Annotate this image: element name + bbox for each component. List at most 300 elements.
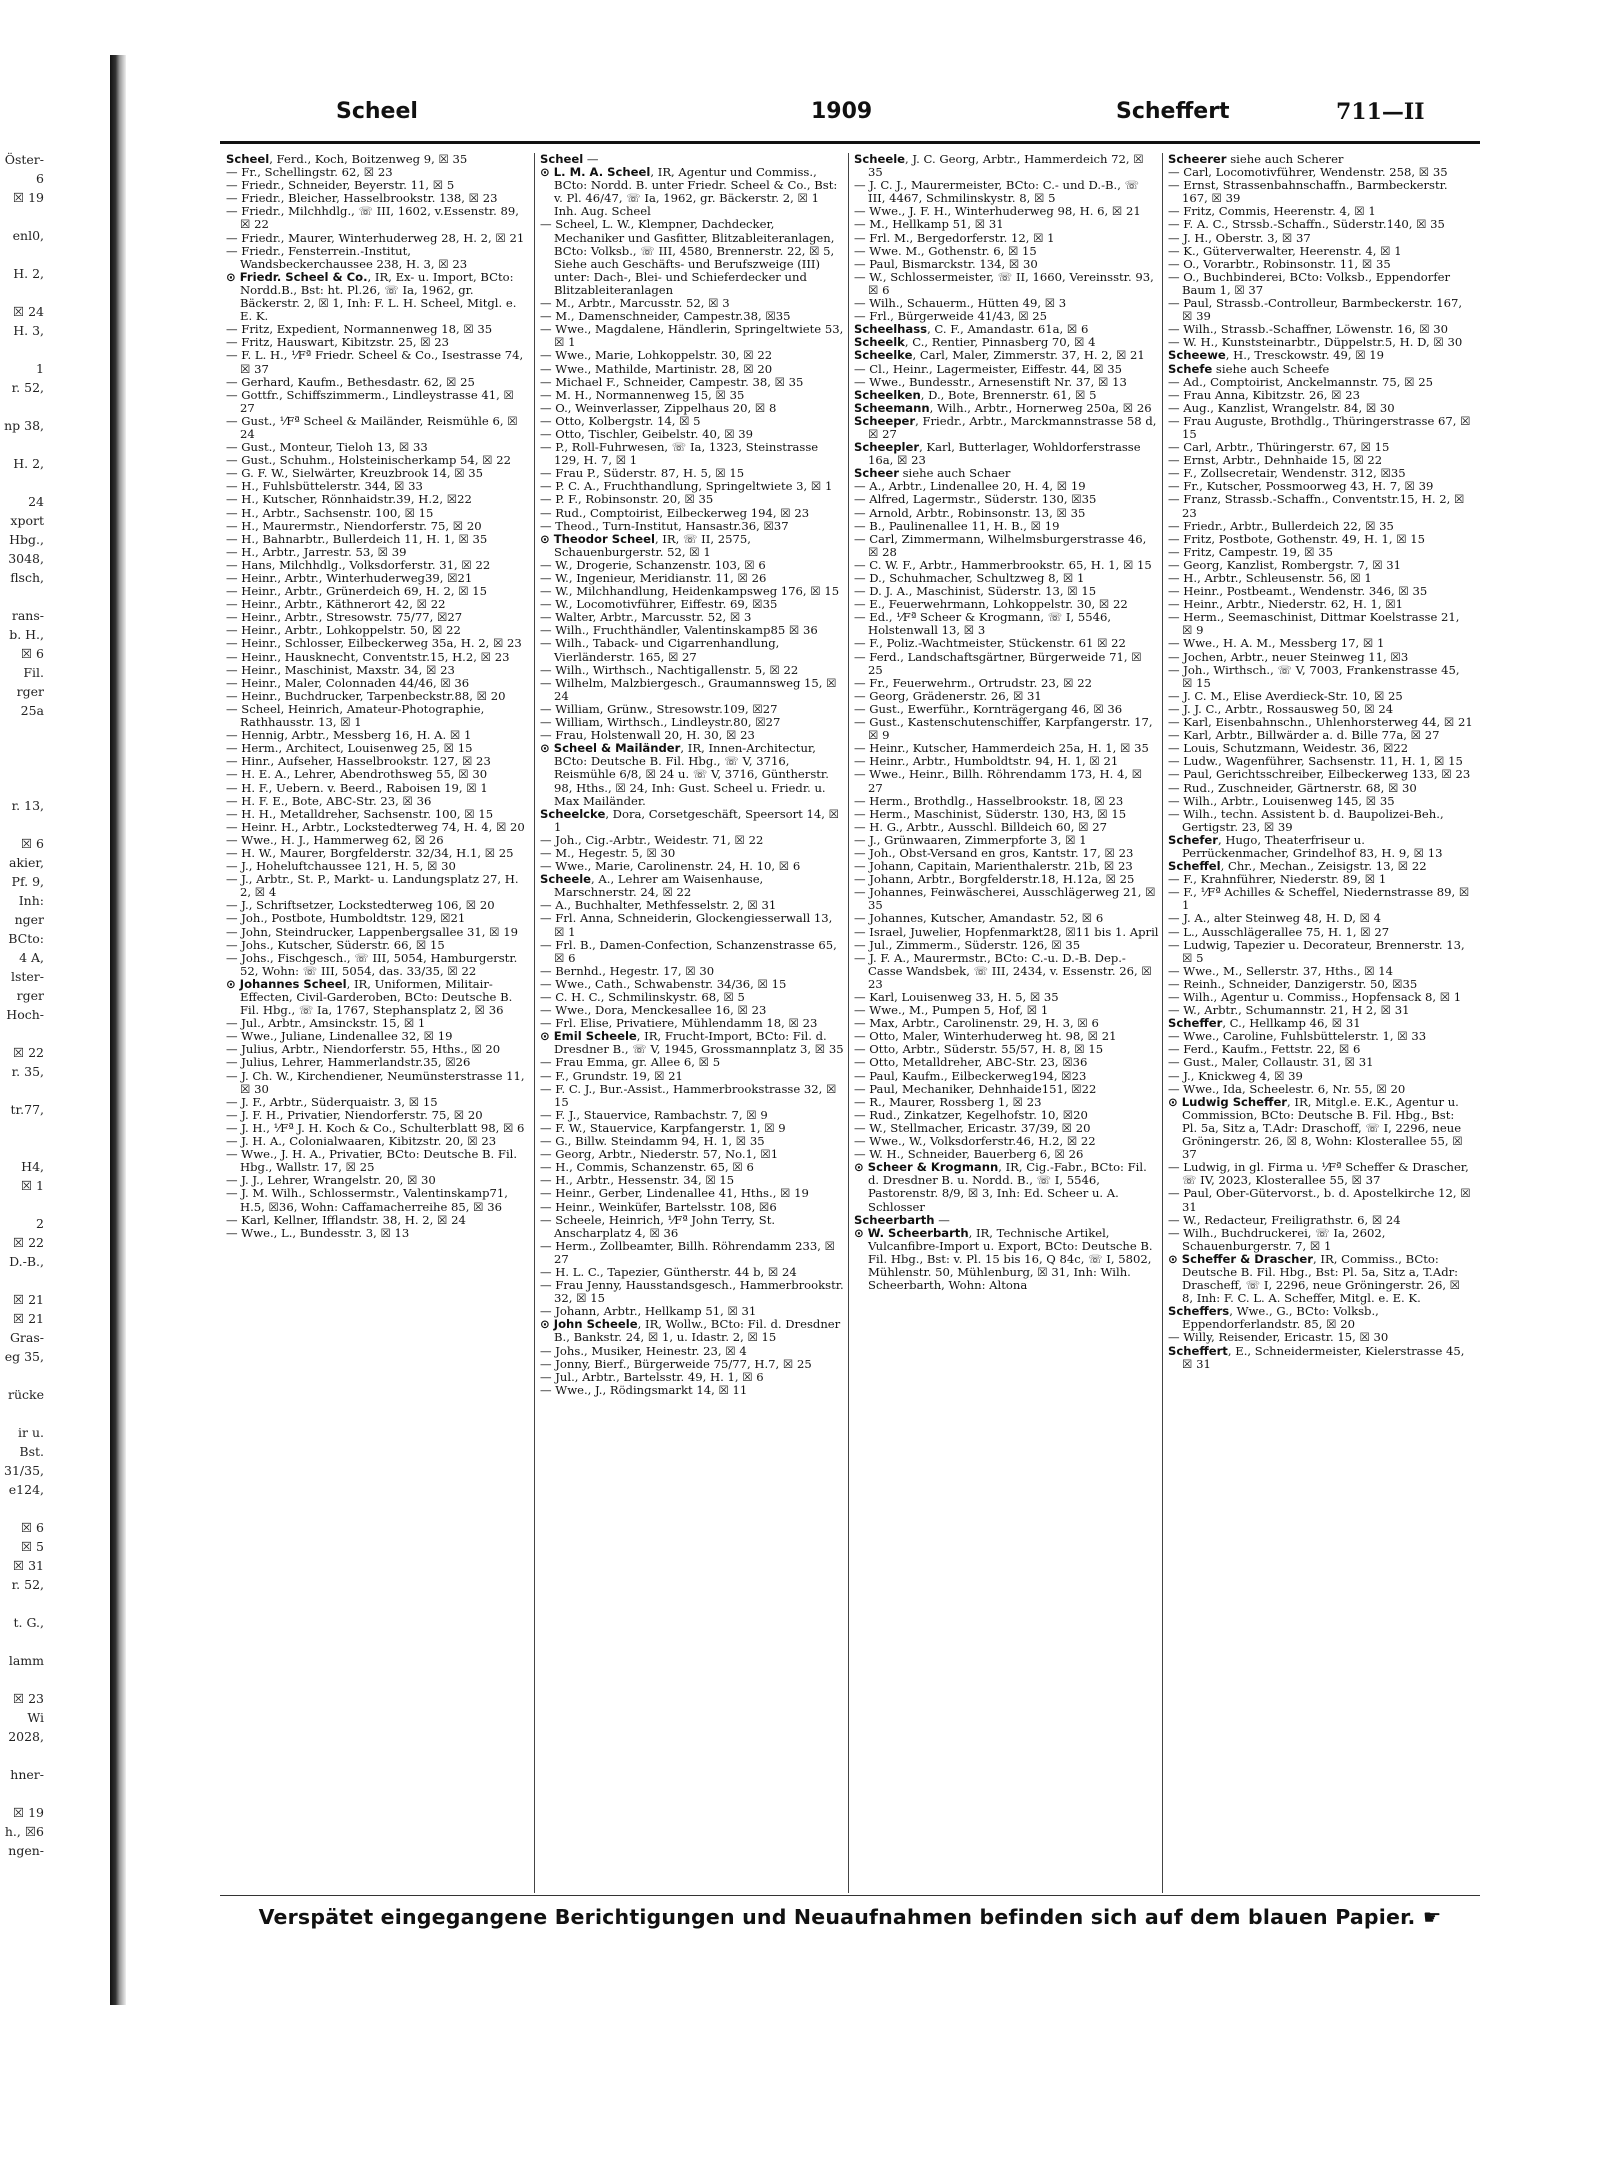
fragment-line: Fil.: [23, 665, 44, 680]
fragment-line: H. 2,: [13, 266, 44, 281]
directory-entry: — Herm., Maschinist, Süderstr. 130, H3, ☒ 15: [854, 806, 1127, 821]
directory-entry: — H., Arbtr., Schleusenstr. 56, ☒ 1: [1168, 571, 1372, 585]
fragment-line: [0, 283, 44, 302]
directory-entry: — W., Arbtr., Schumannstr. 21, H 2, ☒ 31: [1168, 1003, 1410, 1018]
directory-entry: — D., Schuhmacher, Schultzweg 8, ☒ 1: [854, 571, 1085, 585]
directory-entry: — C. H. C., Schmilinskystr. 68, ☒ 5: [540, 990, 745, 1004]
fragment-line: b. H.,: [9, 627, 44, 642]
directory-entry: — Karl, Kellner, Ifflandstr. 38, H. 2, ☒ 24: [226, 1212, 466, 1227]
directory-entry: — Frau Jenny, Hausstandsgesch., Hammerbrookstr. 32, ☒ 15: [540, 1278, 844, 1306]
fragment-line: ☒ 22: [12, 1045, 44, 1060]
directory-entry: — Herm., Seemaschinist, Dittmar Koelstrasse 21, ☒ 9: [1168, 610, 1460, 638]
directory-entry: — Johann, Capitain, Marienthalerstr. 21b, ☒ 23: [854, 859, 1133, 874]
directory-entry: — Johann, Arbtr., Borgfelderstr.18, H.12a, ☒ 25: [854, 872, 1135, 887]
directory-entry: Scheffers, Wwe., G., BCto: Volksb., Eppendorferlandstr. 85, ☒ 20: [1168, 1304, 1379, 1332]
directory-entry: — H. F., Uebern. v. Beerd., Raboisen 19, ☒ 1: [226, 780, 488, 795]
directory-entry: — Franz, Strassb.-Schaffn., Conventstr.15, H. 2, ☒ 23: [1168, 492, 1465, 520]
header-left-keyword: Scheel: [336, 99, 418, 124]
column-divider: [1162, 153, 1163, 1893]
directory-entry: Scheelhass, C. F., Amandastr. 61a, ☒ 6: [854, 322, 1089, 337]
fragment-line: eg 35,: [4, 1349, 44, 1364]
fragment-line: [0, 1746, 44, 1765]
directory-entry: — C. W. F., Arbtr., Hammerbrookstr. 65, H. 1, ☒ 15: [854, 557, 1152, 572]
fragment-line: xport: [10, 513, 44, 528]
directory-entry: — Wwe., Marie, Carolinenstr. 24, H. 10, ☒ 6: [540, 859, 801, 874]
fragment-line: flsch,: [10, 570, 44, 585]
directory-entry: — H. F. E., Bote, ABC-Str. 23, ☒ 36: [226, 793, 432, 808]
directory-entry: — Cl., Heinr., Lagermeister, Eiffestr. 44, ☒ 35: [854, 361, 1122, 376]
directory-entry: — Michael F., Schneider, Campestr. 38, ☒ 35: [540, 374, 804, 389]
directory-entry: Scheepler, Karl, Butterlager, Wohldorferstrasse 16a, ☒ 23: [854, 440, 1141, 468]
directory-entry: — Heinr., Arbtr., Winterhuderweg39, ☒21: [226, 571, 473, 585]
directory-entry: — F. W., Stauervice, Karpfangerstr. 1, ☒ 9: [540, 1120, 786, 1135]
directory-entry: Scheelken, D., Bote, Brennerstr. 61, ☒ 5: [854, 387, 1097, 402]
directory-entry: — Rud., Comptoirist, Eilbeckerweg 194, ☒ 23: [540, 505, 810, 520]
directory-entry: — W., Locomotivführer, Eiffestr. 69, ☒35: [540, 597, 778, 612]
directory-entry: — L., Ausschlägerallee 75, H. 1, ☒ 27: [1168, 924, 1390, 939]
directory-entry: — Gust., Maler, Collaustr. 31, ☒ 31: [1168, 1055, 1374, 1070]
directory-entry: — Wwe., Mathilde, Martinistr. 28, ☒ 20: [540, 361, 773, 376]
header-page-number: 711—II: [1336, 99, 1425, 125]
directory-entry: — Friedr., Milchhdlg., ☏ III, 1602, v.Essenstr. 89, ☒ 22: [226, 204, 519, 232]
directory-entry: Scheffer, C., Hellkamp 46, ☒ 31: [1168, 1016, 1361, 1031]
directory-entry: Scheelke, Carl, Maler, Zimmerstr. 37, H. 2, ☒ 21: [854, 348, 1145, 363]
directory-entry: — A., Buchhalter, Methfesselstr. 2, ☒ 31: [540, 898, 777, 913]
directory-entry: — Heinr., Gerber, Lindenallee 41, Hths., ☒ 19: [540, 1186, 809, 1201]
directory-entry: — H. G., Arbtr., Ausschl. Billdeich 60, ☒ 27: [854, 819, 1107, 834]
fragment-line: ☒ 21: [12, 1311, 44, 1326]
adjacent-page-fragment: [0, 150, 110, 2000]
directory-entry: — Wwe., Caroline, Fuhlsbüttelerstr. 1, ☒ 33: [1168, 1029, 1427, 1044]
directory-entry: Scheer siehe auch Schaer: [854, 466, 1011, 481]
directory-entry: ⊙ Emil Scheele, IR, Frucht-Import, BCto: Fil. d. Dresdner B., ☏ V, 1945, Grossmannplatz 3, ☒ 35: [540, 1029, 844, 1057]
directory-entry: ⊙ Johannes Scheel, IR, Uniformen, Militair-Effecten, Civil-Garderoben, BCto: Deutsche B. Fil. Hbg., ☏ Ia, 1767, Stephansplatz 2, ☒ 36: [226, 976, 513, 1018]
fragment-line: 2028,: [8, 1729, 44, 1744]
directory-entry: — Jul., Arbtr., Bartelsstr. 49, H. 1, ☒ 6: [540, 1369, 764, 1384]
directory-entry: — J. H., ⅟Fª J. H. Koch & Co., Schulterblatt 98, ☒ 6: [226, 1120, 525, 1135]
directory-entry: — W. H., Kunststeinarbtr., Düppelstr.5, H. D, ☒ 30: [1168, 335, 1463, 350]
fragment-line: ☒ 22: [12, 1235, 44, 1250]
directory-entry: — Arnold, Arbtr., Robinsonstr. 13, ☒ 35: [854, 505, 1086, 520]
fragment-line: [0, 1138, 44, 1157]
directory-entry: — J. F. H., Privatier, Niendorferstr. 75, ☒ 20: [226, 1107, 483, 1122]
fragment-line: ☒ 31: [12, 1558, 44, 1573]
directory-entry: — Ernst, Strassenbahnschaffn., Barmbeckerstr. 167, ☒ 39: [1168, 178, 1448, 206]
fragment-line: rans-: [11, 608, 44, 623]
directory-entry: — H., Commis, Schanzenstr. 65, ☒ 6: [540, 1160, 754, 1175]
directory-entry: — Paul, Strassb.-Controlleur, Barmbeckerstr. 167, ☒ 39: [1168, 296, 1463, 324]
directory-entry: — Julius, Lehrer, Hammerlandstr.35, ☒26: [226, 1055, 471, 1070]
fragment-line: 3048,: [8, 551, 44, 566]
fragment-line: ☒ 6: [20, 646, 44, 661]
directory-entry: Scheel, Ferd., Koch, Boitzenweg 9, ☒ 35: [226, 153, 468, 166]
directory-entry: — F. A. C., Strssb.-Schaffn., Süderstr.140, ☒ 35: [1168, 217, 1445, 232]
directory-entry: — W., Redacteur, Freiligrathstr. 6, ☒ 24: [1168, 1212, 1401, 1227]
directory-entry: — Fritz, Postbote, Gothenstr. 49, H. 1, ☒ 15: [1168, 531, 1426, 546]
directory-entry: — Rud., Zuschneider, Gärtnerstr. 68, ☒ 30: [1168, 780, 1417, 795]
fragment-line: Öster-: [4, 152, 44, 167]
directory-entry: — Theod., Turn-Institut, Hansastr.36, ☒37: [540, 518, 789, 533]
directory-entry: — J. M. Wilh., Schlossermstr., Valentinskamp71, H.5, ☒36, Wohn: Caffamacherreihe 85, ☒ 36: [226, 1186, 508, 1214]
directory-entry: — J. J. C., Arbtr., Rossausweg 50, ☒ 24: [1168, 701, 1394, 716]
directory-entry: Scheerer siehe auch Scherer: [1168, 153, 1344, 166]
fragment-line: akier,: [9, 855, 44, 870]
directory-entry: — Johann, Arbtr., Hellkamp 51, ☒ 31: [540, 1304, 757, 1319]
directory-entry: — Wwe. M., Gothenstr. 6, ☒ 15: [854, 243, 1037, 258]
fragment-line: ☒ 19: [12, 1805, 44, 1820]
fragment-line: r. 35,: [11, 1064, 44, 1079]
directory-entry: — J., Hoheluftchaussee 121, H. 5, ☒ 30: [226, 859, 456, 874]
fragment-line: enl0,: [12, 228, 44, 243]
fragment-line: ☒ 24: [12, 304, 44, 319]
directory-entry: — Wwe., Heinr., Billh. Röhrendamm 173, H. 4, ☒ 27: [854, 767, 1143, 795]
directory-entry: — Wwe., Bundesstr., Arnesenstift Nr. 37, ☒ 13: [854, 374, 1127, 389]
directory-entry: — Fritz, Commis, Heerenstr. 4, ☒ 1: [1168, 204, 1376, 219]
directory-entry: — Willy, Reisender, Ericastr. 15, ☒ 30: [1168, 1330, 1389, 1345]
directory-entry: — Georg, Kanzlist, Rombergstr. 7, ☒ 31: [1168, 557, 1402, 572]
directory-entry: — Wilh., techn. Assistent b. d. Baupolizei-Beh., Gertigstr. 23, ☒ 39: [1168, 806, 1444, 834]
fragment-line: [0, 473, 44, 492]
directory-entry: — E., Feuerwehrmann, Lohkoppelstr. 30, ☒ 22: [854, 597, 1128, 612]
directory-entry: — Gust., Schuhm., Holsteinischerkamp 54, ☒ 22: [226, 453, 512, 468]
directory-entry: — Walter, Arbtr., Marcusstr. 52, ☒ 3: [540, 610, 752, 625]
directory-entry: — Otto, Maler, Winterhuderweg ht. 98, ☒ 21: [854, 1029, 1117, 1044]
directory-entry: — J., Arbtr., St. P., Markt- u. Landungsplatz 27, H. 2, ☒ 4: [226, 872, 519, 900]
fragment-line: lamm: [8, 1653, 44, 1668]
directory-entry: — Heinr., Buchdrucker, Tarpenbeckstr.88, ☒ 20: [226, 688, 506, 703]
directory-entry: — H. L. C., Tapezier, Güntherstr. 44 b, ☒ 24: [540, 1264, 797, 1279]
directory-entry: — Heinr., Weinküfer, Bartelsstr. 108, ☒6: [540, 1199, 777, 1214]
directory-entry: — Fr., Kutscher, Possmoorweg 43, H. 7, ☒ 39: [1168, 479, 1434, 494]
directory-entry: — W. H., Schneider, Bauerberg 6, ☒ 26: [854, 1147, 1084, 1162]
directory-entry: — Fr., Feuerwehrm., Ortrudstr. 23, ☒ 22: [854, 675, 1092, 690]
directory-entry: — Fritz, Hauswart, Kibitzstr. 25, ☒ 23: [226, 335, 450, 350]
directory-entry: — F. J., Stauervice, Rambachstr. 7, ☒ 9: [540, 1107, 768, 1122]
fragment-line: ☒ 5: [20, 1539, 44, 1554]
directory-entry: — Joh., Postbote, Humboldtstr. 129, ☒21: [226, 911, 466, 926]
directory-entry: — W., Ingenieur, Meridianstr. 11, ☒ 26: [540, 571, 767, 585]
directory-entry: — Heinr. H., Arbtr., Lockstedterweg 74, H. 4, ☒ 20: [226, 819, 525, 834]
directory-entry: — Frau Emma, gr. Allee 6, ☒ 5: [540, 1055, 721, 1070]
fragment-line: nger: [14, 912, 44, 927]
directory-entry: — Paul, Gerichtsschreiber, Eilbeckerweg 133, ☒ 23: [1168, 767, 1471, 782]
directory-entry: — J. C. M., Elise Averdieck-Str. 10, ☒ 25: [1168, 688, 1403, 703]
directory-entry: — Frau P., Süderstr. 87, H. 5, ☒ 15: [540, 466, 745, 481]
fragment-line: ir u.: [18, 1425, 44, 1440]
page-header: [226, 99, 1466, 143]
footer-notice: Verspätet eingegangene Berichtigungen und Neuaufnahmen befinden sich auf dem blauen Papier. ☛: [258, 1905, 1442, 1929]
directory-entry: — Frau Anna, Kibitzstr. 26, ☒ 23: [1168, 387, 1360, 402]
directory-entry: — J. A., alter Steinweg 48, H. D, ☒ 4: [1168, 911, 1382, 926]
directory-entry: — F. L. H., ⅟Fª Friedr. Scheel & Co., Isestrasse 74, ☒ 37: [226, 348, 524, 376]
directory-entry: Scheemann, Wilh., Arbtr., Hornerweg 250a, ☒ 26: [854, 400, 1152, 415]
directory-entry: — Carl, Zimmermann, Wilhelmsburgerstrasse 46, ☒ 28: [854, 531, 1147, 559]
directory-entry: — Julius, Arbtr., Niendorferstr. 55, Hths., ☒ 20: [226, 1042, 501, 1057]
fragment-line: [0, 1499, 44, 1518]
directory-entry: — Wwe., L., Bundesstr. 3, ☒ 13: [226, 1225, 410, 1240]
directory-entry: — F., Zollsecretair, Wendenstr. 312, ☒35: [1168, 466, 1406, 481]
directory-entry: — Frl. M., Bergedorferstr. 12, ☒ 1: [854, 230, 1055, 245]
fragment-line: [0, 1404, 44, 1423]
directory-entry: — Wwe., Juliane, Lindenallee 32, ☒ 19: [226, 1029, 453, 1044]
directory-entry: — Hans, Milchhdlg., Volksdorferstr. 31, ☒ 22: [226, 557, 491, 572]
fragment-line: [0, 1195, 44, 1214]
fragment-line: [0, 397, 44, 416]
directory-entry: — P. C. A., Fruchthandlung, Springeltwiete 3, ☒ 1: [540, 479, 833, 494]
directory-entry: — Wilh., Strassb.-Schaffner, Löwenstr. 16, ☒ 30: [1168, 322, 1449, 337]
directory-entry: Scheewe, H., Tresckowstr. 49, ☒ 19: [1168, 348, 1385, 363]
fragment-line: H. 3,: [13, 323, 44, 338]
directory-entry: — G. F. W., Sielwärter, Kreuzbrook 14, ☒ 35: [226, 466, 484, 481]
directory-entry: — Heinr., Arbtr., Lohkoppelstr. 50, ☒ 22: [226, 623, 461, 638]
fragment-line: hner-: [10, 1767, 44, 1782]
fragment-line: 31/35,: [4, 1463, 44, 1478]
directory-entry: — Frau Auguste, Brothdlg., Thüringerstrasse 67, ☒ 15: [1168, 413, 1471, 441]
directory-entry: — H., Arbtr., Sachsenstr. 100, ☒ 15: [226, 505, 434, 520]
fragment-line: ☒ 19: [12, 190, 44, 205]
directory-entry: — Gust., Ewerführ., Kornträgergang 46, ☒ 36: [854, 701, 1123, 716]
directory-entry: — H. W., Maurer, Borgfelderstr. 32/34, H.1, ☒ 25: [226, 845, 514, 860]
directory-entry: — Otto, Arbtr., Süderstr. 55/57, H. 8, ☒ 15: [854, 1042, 1104, 1057]
directory-entry: — Ed., ⅟Fª Scheer & Krogmann, ☏ I, 5546, Holstenwall 13, ☒ 3: [854, 610, 1112, 638]
directory-entry: — Wwe., M., Pumpen 5, Hof, ☒ 1: [854, 1003, 1049, 1018]
directory-entry: — Fritz, Campestr. 19, ☒ 35: [1168, 544, 1333, 559]
directory-entry: ⊙ John Scheele, IR, Wollw., BCto: Fil. d. Dresdner B., Bankstr. 24, ☒ 1, u. Idastr. 2, ☒ 15: [540, 1317, 841, 1345]
directory-entry: — Heinr., Arbtr., Käthnerort 42, ☒ 22: [226, 597, 446, 612]
fragment-line: [0, 815, 44, 834]
directory-entry: — Wwe., J., Rödingsmarkt 14, ☒ 11: [540, 1382, 748, 1397]
fragment-line: 2: [36, 1216, 44, 1231]
directory-entry: — Rud., Zinkatzer, Kegelhofstr. 10, ☒20: [854, 1107, 1088, 1122]
directory-entry: — Otto, Tischler, Geibelstr. 40, ☒ 39: [540, 426, 754, 441]
fragment-line: [0, 587, 44, 606]
column-4: [1168, 153, 1473, 1893]
directory-entry: — H., Fuhlsbüttelerstr. 344, ☒ 33: [226, 479, 423, 494]
directory-entry: — Wilh., Fruchthändler, Valentinskamp85 ☒ 36: [540, 623, 818, 638]
fragment-line: ☒ 1: [20, 1178, 44, 1193]
directory-entry: Schefer, Hugo, Theaterfriseur u. Perrückenmacher, Grindelhof 83, H. 9, ☒ 13: [1168, 832, 1443, 860]
directory-entry: — Gottfr., Schiffszimmerm., Lindleystrasse 41, ☒ 27: [226, 387, 514, 415]
directory-entry: — Max, Arbtr., Carolinenstr. 29, H. 3, ☒ 6: [854, 1016, 1099, 1031]
fragment-line: r. 13,: [11, 798, 44, 813]
directory-entry: — Johs., Kutscher, Süderstr. 66, ☒ 15: [226, 937, 445, 952]
directory-entry: — H., Arbtr., Jarrestr. 53, ☒ 39: [226, 544, 407, 559]
fragment-line: h., ☒6: [4, 1824, 44, 1839]
fragment-line: Gras-: [9, 1330, 44, 1345]
directory-entry: Scheelk, C., Rentier, Pinnasberg 70, ☒ 4: [854, 335, 1096, 350]
directory-entry: — Heinr., Maler, Colonnaden 44/46, ☒ 36: [226, 675, 470, 690]
directory-entry: Scheele, J. C. Georg, Arbtr., Hammerdeich 72, ☒ 35: [854, 153, 1144, 180]
directory-entry: — Paul, Kaufm., Eilbeckerweg194, ☒23: [854, 1068, 1087, 1083]
directory-entry: — D. J. A., Maschinist, Süderstr. 13, ☒ 15: [854, 584, 1097, 599]
directory-entry: — Wwe., H. A. M., Messberg 17, ☒ 1: [1168, 636, 1385, 651]
fragment-line: [0, 1594, 44, 1613]
fragment-line: ☒ 6: [20, 836, 44, 851]
directory-entry: — Reinh., Schneider, Danzigerstr. 50, ☒35: [1168, 976, 1418, 991]
fragment-line: r. 52,: [11, 1577, 44, 1592]
directory-entry: — Heinr., Hausknecht, Conventstr.15, H.2, ☒ 23: [226, 649, 510, 664]
fragment-line: [0, 245, 44, 264]
directory-entry: Scheele, A., Lehrer am Waisenhause, Marschnerstr. 24, ☒ 22: [540, 872, 764, 900]
directory-entry: Scheel —: [540, 153, 599, 166]
directory-entry: — Karl, Eisenbahnschn., Uhlenhorsterweg 44, ☒ 21: [1168, 715, 1473, 730]
directory-entry: — Paul, Mechaniker, Dehnhaide151, ☒22: [854, 1081, 1097, 1096]
directory-entry: — Wwe., J. F. H., Winterhuderweg 98, H. 6, ☒ 21: [854, 204, 1141, 219]
directory-entry: — O., Vorarbtr., Robinsonstr. 11, ☒ 35: [1168, 256, 1391, 271]
fragment-line: 24: [28, 494, 44, 509]
directory-entry: — W., Drogerie, Schanzenstr. 103, ☒ 6: [540, 557, 766, 572]
directory-entry: — P., Roll-Fuhrwesen, ☏ Ia, 1323, Steinstrasse 129, H. 7, ☒ 1: [540, 440, 819, 468]
fragment-line: [0, 1632, 44, 1651]
directory-entry: Scheffert, E., Schneidermeister, Kielerstrasse 45, ☒ 31: [1168, 1343, 1465, 1371]
fragment-line: Bst.: [19, 1444, 44, 1459]
directory-entry: — Jul., Arbtr., Amsinckstr. 15, ☒ 1: [226, 1016, 426, 1031]
directory-entry: — J. H., Oberstr. 3, ☒ 37: [1168, 230, 1311, 245]
directory-entry: — Fritz, Expedient, Normannenweg 18, ☒ 35: [226, 322, 493, 337]
directory-entry: — Heinr., Postbeamt., Wendenstr. 346, ☒ 35: [1168, 584, 1428, 599]
directory-entry: — John, Steindrucker, Lappenbergsallee 31, ☒ 19: [226, 924, 518, 939]
fragment-line: BCto:: [8, 931, 44, 946]
directory-entry: — F., Krahnführer, Niederstr. 89, ☒ 1: [1168, 872, 1387, 887]
directory-entry: — Friedr., Schneider, Beyerstr. 11, ☒ 5: [226, 178, 455, 193]
fragment-line: 1: [36, 361, 44, 376]
directory-entry: — F., Poliz.-Wachtmeister, Stückenstr. 61 ☒ 22: [854, 636, 1126, 651]
directory-entry: — M. H., Normannenweg 15, ☒ 35: [540, 387, 745, 402]
fragment-line: [0, 1119, 44, 1138]
column-divider: [534, 153, 535, 1893]
directory-entry: — Jonny, Bierf., Bürgerweide 75/77, H.7, ☒ 25: [540, 1356, 812, 1371]
fragment-line: lster-: [10, 969, 44, 984]
fragment-line: ☒ 21: [12, 1292, 44, 1307]
directory-entry: — Wilh., Agentur u. Commiss., Hopfensack 8, ☒ 1: [1168, 990, 1462, 1004]
fragment-line: ngen-: [8, 1843, 44, 1858]
directory-entry: — Gerhard, Kaufm., Bethesdastr. 62, ☒ 25: [226, 374, 475, 389]
directory-entry: — Wilh., Taback- und Cigarrenhandlung, Vierländerstr. 165, ☒ 27: [540, 636, 780, 664]
directory-entry: — O., Buchbinderei, BCto: Volksb., Eppendorfer Baum 1, ☒ 37: [1168, 269, 1451, 297]
header-rule: [220, 141, 1480, 144]
directory-entry: — Friedr., Bleicher, Hasselbrookstr. 138, ☒ 23: [226, 191, 498, 206]
directory-entry: ⊙ Scheer & Krogmann, IR, Cig.-Fabr., BCto: Fil. d. Dresdner B. u. Nordd. B., ☏ I, 5546, Pastorenstr. 8/9, ☒ 3, Inh: Ed. Scheer u. A. Schlosser: [854, 1160, 1147, 1214]
fragment-line: rücke: [8, 1387, 44, 1402]
directory-entry: — Frl. Anna, Schneiderin, Glockengiesserwall 13, ☒ 1: [540, 911, 833, 939]
directory-entry: — Scheel, L. W., Klempner, Dachdecker, Mechaniker und Gasfitter, Blitzableiteranlagen, BCto: Volksb., ☏ III, 4580, Brennerstr. 22, ☒ 5, Siehe auch Geschäfts- und Berufszweige (III) unter: Dach-, Blei- und Schieferdecker und Blitzableiteranlagen: [540, 217, 835, 297]
directory-entry: — Scheele, Heinrich, ⅟Fª John Terry, St. Anscharplatz 4, ☒ 36: [540, 1212, 776, 1240]
directory-entry: — Jul., Zimmerm., Süderstr. 126, ☒ 35: [854, 937, 1081, 952]
fragment-line: [0, 1081, 44, 1100]
fragment-line: H. 2,: [13, 456, 44, 471]
fragment-line: [0, 1670, 44, 1689]
directory-entry: — Ludwig, in gl. Firma u. ⅟Fª Scheffer & Drascher, ☏ IV, 2023, Klosterallee 55, ☒ 37: [1168, 1160, 1469, 1188]
directory-entry: ⊙ Scheel & Mailänder, IR, Innen-Architectur, BCto: Deutsche B. Fil. Hbg., ☏ V, 3716, Reismühle 6/8, ☒ 24 u. ☏ V, 3716, Güntherstr. 98, Hths., ☒ 24, Inh: Gust. Scheel u. Friedr. u. Max Mailänder.: [540, 741, 829, 808]
directory-entry: — Friedr., Fensterrein.-Institut, Wandsbeckerchaussee 238, H. 3, ☒ 23: [226, 243, 468, 271]
fragment-line: [0, 207, 44, 226]
directory-entry: — Wwe., Cath., Schwabenstr. 34/36, ☒ 15: [540, 976, 787, 991]
directory-entry: — F., Grundstr. 19, ☒ 21: [540, 1068, 683, 1083]
directory-entry: — Scheel, Heinrich, Amateur-Photographie, Rathhausstr. 13, ☒ 1: [226, 701, 485, 730]
directory-entry: — Frl. B., Damen-Confection, Schanzenstrasse 65, ☒ 6: [540, 937, 837, 965]
directory-entry: — Joh., Wirthsch., ☏ V, 7003, Frankenstrasse 45, ☒ 15: [1168, 662, 1460, 690]
directory-entry: — Wwe., Magdalene, Händlerin, Springeltwiete 53, ☒ 1: [540, 322, 844, 350]
column-1: [226, 153, 531, 1893]
directory-entry: — Ludwig, Tapezier u. Decorateur, Brennerstr. 13, ☒ 5: [1168, 937, 1465, 965]
fragment-line: tr.77,: [10, 1102, 44, 1117]
directory-entry: — Paul, Ober-Gütervorst., b. d. Apostelkirche 12, ☒ 31: [1168, 1186, 1471, 1214]
directory-entry: — Aug., Kanzlist, Wrangelstr. 84, ☒ 30: [1168, 400, 1395, 415]
directory-entry: Scheeper, Friedr., Arbtr., Marckmannstrasse 58 d, ☒ 27: [854, 413, 1157, 441]
directory-entry: ⊙ L. M. A. Scheel, IR, Agentur und Commiss., BCto: Nordd. B. unter Friedr. Scheel & Co., Bst: v. Pl. 46/47, ☏ Ia, 1962, gr. Bäckerstr. 2, ☒ 1 Inh. Aug. Scheel: [540, 165, 838, 219]
fragment-line: H4,: [21, 1159, 44, 1174]
directory-entry: — Karl, Louisenweg 33, H. 5, ☒ 35: [854, 990, 1059, 1004]
directory-entry: — Ferd., Landschaftsgärtner, Bürgerweide 71, ☒ 25: [854, 649, 1142, 677]
directory-entry: — Herm., Zollbeamter, Billh. Röhrendamm 233, ☒ 27: [540, 1238, 836, 1266]
directory-entry: — J. Ch. W., Kirchendiener, Neumünsterstrasse 11, ☒ 30: [226, 1068, 525, 1096]
directory-entry: — Herm., Architect, Louisenweg 25, ☒ 15: [226, 741, 473, 756]
fragment-line: [0, 1024, 44, 1043]
fragment-line: Inh:: [18, 893, 44, 908]
directory-entry: — Louis, Schutzmann, Weidestr. 36, ☒22: [1168, 741, 1409, 756]
directory-entry: — B., Paulinenallee 11, H. B., ☒ 19: [854, 518, 1060, 533]
fragment-line: r. 52,: [11, 380, 44, 395]
directory-entry: — Herm., Brothdlg., Hasselbrookstr. 18, ☒ 23: [854, 793, 1124, 808]
directory-entry: — H., Bahnarbtr., Bullerdeich 11, H. 1, ☒ 35: [226, 531, 488, 546]
directory-entry: — Gust., Monteur, Tieloh 13, ☒ 33: [226, 440, 428, 455]
directory-entry: — H., Maurermstr., Niendorferstr. 75, ☒ 20: [226, 518, 482, 533]
directory-entry: — Carl, Arbtr., Thüringerstr. 67, ☒ 15: [1168, 440, 1390, 455]
directory-entry: — M., Hegestr. 5, ☒ 30: [540, 845, 676, 860]
directory-entry: — J., Schriftsetzer, Lockstedterweg 106, ☒ 20: [226, 898, 495, 913]
fragment-line: [0, 777, 44, 796]
directory-entry: — Wwe., H. J., Hammerweg 62, ☒ 26: [226, 832, 444, 847]
directory-entry: — A., Arbtr., Lindenallee 20, H. 4, ☒ 19: [854, 479, 1086, 494]
directory-entry: — Alfred, Lagermstr., Süderstr. 130, ☒35: [854, 492, 1097, 507]
directory-entry: — Wwe., M., Sellerstr. 37, Hths., ☒ 14: [1168, 963, 1394, 978]
directory-entry: — Johs., Fischgesch., ☏ III, 5054, Hamburgerstr. 52, Wohn: ☏ III, 5054, das. 33/35, ☒ 22: [226, 950, 518, 978]
directory-entry: — Georg, Grädenerstr. 26, ☒ 31: [854, 688, 1042, 703]
book-gutter: [110, 55, 126, 2005]
directory-entry: — Friedr., Arbtr., Bullerdeich 22, ☒ 35: [1168, 518, 1394, 533]
fragment-line: rger: [16, 684, 44, 699]
directory-entry: — Georg, Arbtr., Niederstr. 57, No.1, ☒1: [540, 1147, 779, 1162]
directory-entry: Scheerbarth —: [854, 1212, 950, 1227]
directory-entry: — Frau, Holstenwall 20, H. 30, ☒ 23: [540, 728, 755, 743]
column-divider: [848, 153, 849, 1893]
directory-entry: — Otto, Metalldreher, ABC-Str. 23, ☒36: [854, 1055, 1088, 1070]
column-2: [540, 153, 845, 1893]
footer-rule: [220, 1895, 1480, 1896]
header-year: 1909: [811, 99, 873, 124]
directory-entry: — Otto, Kolbergstr. 14, ☒ 5: [540, 413, 701, 428]
fragment-line: [0, 720, 44, 739]
directory-entry: ⊙ Scheffer & Drascher, IR, Commiss., BCto: Deutsche B. Fil. Hbg., Bst: Pl. 5a, Sitz a, T.Adr: Drascheff, ☏ I, 2296, neue Gröningerstr. 26, ☒ 8, Inh: F. C. L. A. Scheffer, Mitgl. e. E. K.: [1168, 1251, 1461, 1306]
directory-entry: — Wilh., Schauerm., Hütten 49, ☒ 3: [854, 296, 1067, 311]
directory-entry: — Bernhd., Hegestr. 17, ☒ 30: [540, 963, 715, 978]
fragment-line: D.-B.,: [9, 1254, 44, 1269]
directory-entry: Scheelcke, Dora, Corsetgeschäft, Speersort 14, ☒ 1: [540, 806, 840, 834]
directory-entry: — Ludw., Wagenführer, Sachsenstr. 11, H. 1, ☒ 15: [1168, 754, 1463, 769]
directory-entry: — Gust., ⅟Fª Scheel & Mailänder, Reismühle 6, ☒ 24: [226, 413, 518, 441]
directory-entry: — F., ⅟Fª Achilles & Scheffel, Niedernstrasse 89, ☒ 1: [1168, 885, 1470, 913]
directory-entry: — Jochen, Arbtr., neuer Steinweg 11, ☒3: [1168, 649, 1409, 664]
directory-entry: — Fr., Schellingstr. 62, ☒ 23: [226, 165, 393, 180]
directory-entry: — J. J., Lehrer, Wrangelstr. 20, ☒ 30: [226, 1173, 436, 1188]
directory-entry: — Karl, Arbtr., Billwärder a. d. Bille 77a, ☒ 27: [1168, 728, 1440, 743]
directory-entry: — Johs., Musiker, Heinestr. 23, ☒ 4: [540, 1343, 747, 1358]
directory-entry: Schefe siehe auch Scheefe: [1168, 361, 1330, 376]
fragment-line: Hbg.,: [9, 532, 44, 547]
directory-entry: — H. H., Metalldreher, Sachsenstr. 100, ☒ 15: [226, 806, 494, 821]
directory-entry: — H., Arbtr., Hessenstr. 34, ☒ 15: [540, 1173, 735, 1188]
directory-entry: — Wwe., Ida, Scheelestr. 6, Nr. 55, ☒ 20: [1168, 1081, 1406, 1096]
